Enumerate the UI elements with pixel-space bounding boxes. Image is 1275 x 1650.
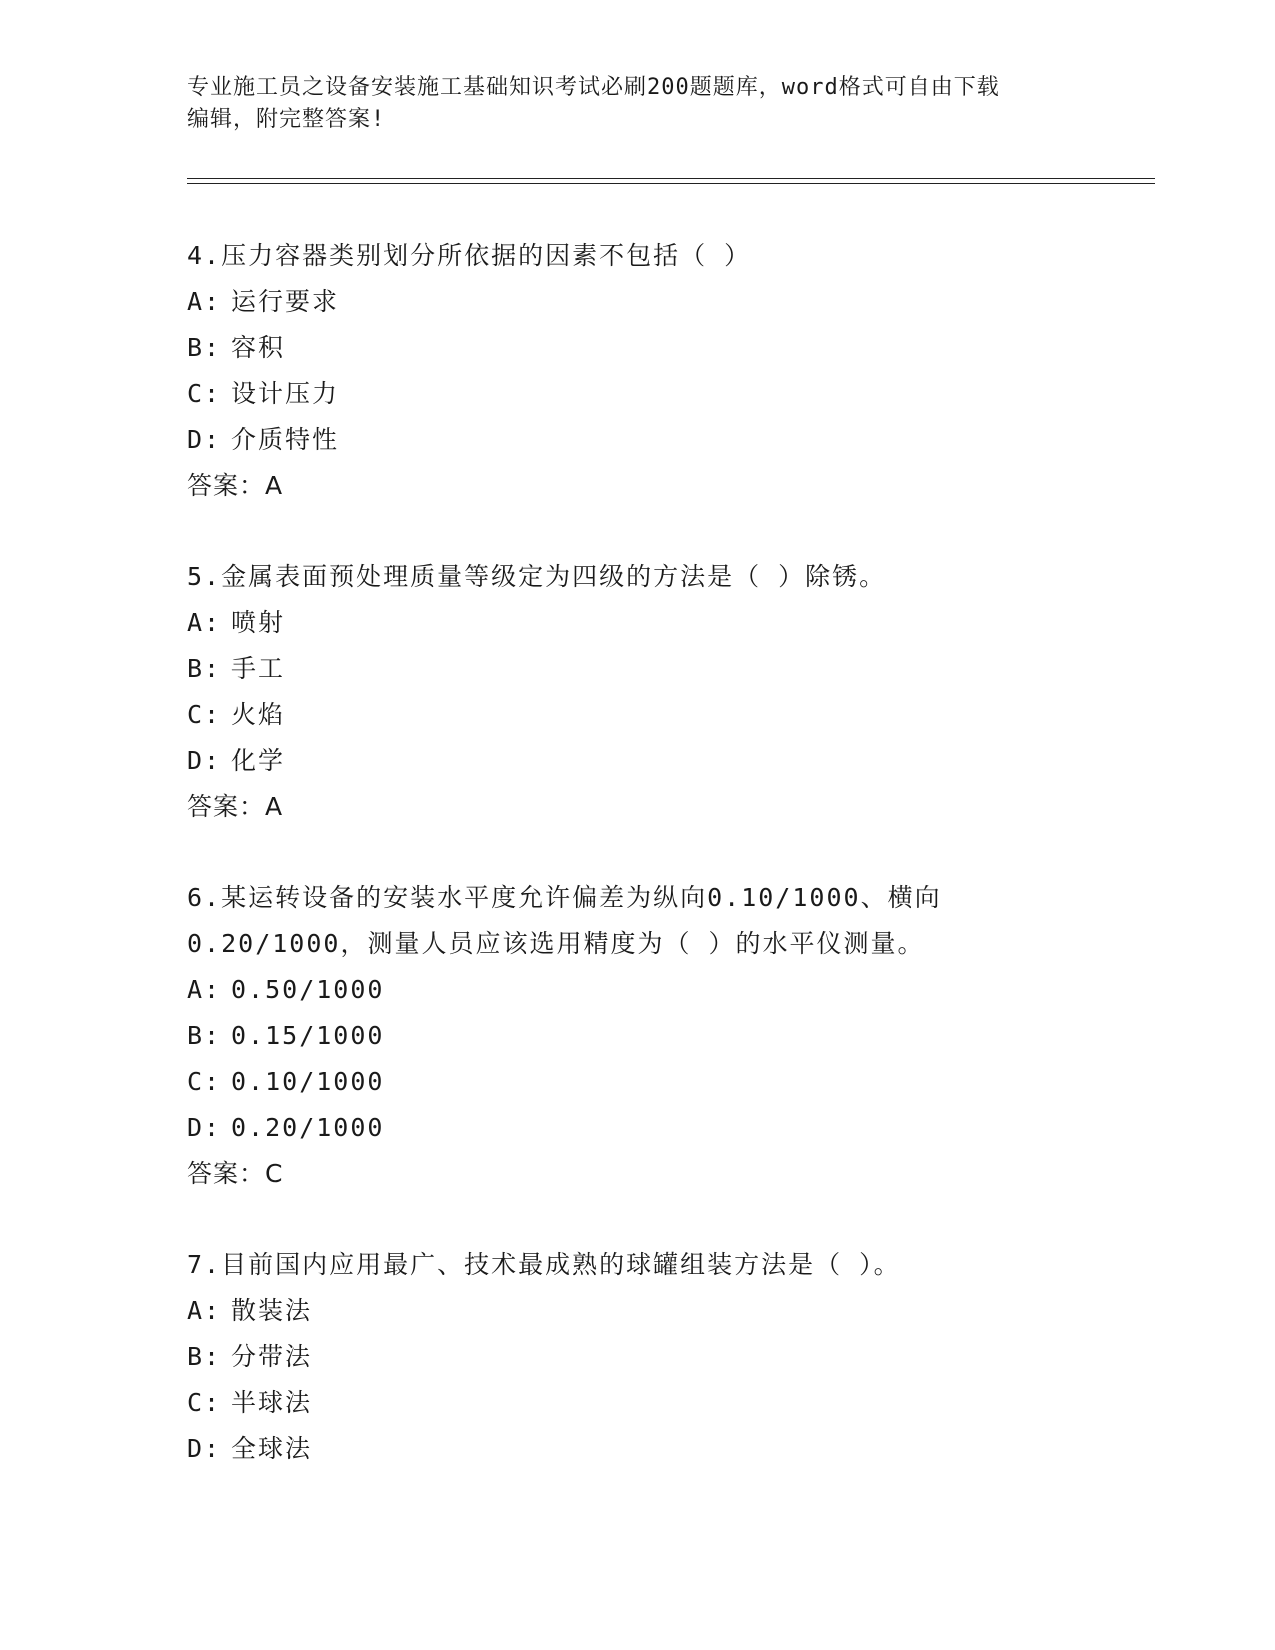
option-d xyxy=(187,1105,1147,1151)
option-text: 0.10/1000 xyxy=(231,1067,385,1096)
option-letter: C: xyxy=(187,1067,222,1096)
option-text: 全球法 xyxy=(231,1434,313,1463)
question-7 xyxy=(187,1242,1147,1472)
option-text: 容积 xyxy=(231,333,286,362)
answer-line: 答案：C xyxy=(187,1159,284,1188)
option-b xyxy=(187,1334,1147,1380)
option-text: 半球法 xyxy=(231,1388,313,1417)
option-text: 0.15/1000 xyxy=(231,1021,385,1050)
question-stem: 5.金属表面预处理质量等级定为四级的方法是（ ）除锈。 xyxy=(187,562,887,591)
answer-line: 答案：A xyxy=(187,792,284,821)
option-letter: B: xyxy=(187,1021,222,1050)
option-d xyxy=(187,738,1147,784)
option-letter: A: xyxy=(187,975,222,1004)
header-divider-top xyxy=(187,178,1155,179)
option-c xyxy=(187,1059,1147,1105)
option-text: 火焰 xyxy=(231,700,286,729)
option-letter: B: xyxy=(187,333,222,362)
header-line-1: 专业施工员之设备安装施工基础知识考试必刷200题题库，word格式可自由下载 xyxy=(187,75,1000,100)
document-header xyxy=(187,72,1087,136)
question-stem-line-2: 0.20/1000，测量人员应该选用精度为（ ）的水平仪测量。 xyxy=(187,929,925,958)
option-letter: D: xyxy=(187,746,222,775)
option-text: 0.20/1000 xyxy=(231,1113,385,1142)
option-letter: D: xyxy=(187,425,222,454)
option-a xyxy=(187,1288,1147,1334)
option-letter: B: xyxy=(187,1342,222,1371)
answer-line: 答案：A xyxy=(187,471,284,500)
option-letter: C: xyxy=(187,379,222,408)
question-stem-line-1: 6.某运转设备的安装水平度允许偏差为纵向0.10/1000、横向 xyxy=(187,883,942,912)
option-text: 介质特性 xyxy=(231,425,340,454)
option-letter: A: xyxy=(187,608,222,637)
option-text: 散装法 xyxy=(231,1296,313,1325)
option-letter: A: xyxy=(187,287,222,316)
option-c xyxy=(187,692,1147,738)
option-letter: A: xyxy=(187,1296,222,1325)
option-letter: B: xyxy=(187,654,222,683)
header-line-2: 编辑，附完整答案! xyxy=(187,107,386,132)
option-text: 设计压力 xyxy=(231,379,340,408)
option-a xyxy=(187,967,1147,1013)
header-divider-bottom xyxy=(187,183,1155,184)
option-text: 0.50/1000 xyxy=(231,975,385,1004)
question-6 xyxy=(187,875,1147,1197)
option-a xyxy=(187,600,1147,646)
option-text: 分带法 xyxy=(231,1342,313,1371)
option-c xyxy=(187,371,1147,417)
option-text: 喷射 xyxy=(231,608,286,637)
option-letter: C: xyxy=(187,700,222,729)
question-stem: 7.目前国内应用最广、技术最成熟的球罐组装方法是（ ）。 xyxy=(187,1250,901,1279)
option-b xyxy=(187,646,1147,692)
question-4 xyxy=(187,233,1147,509)
option-letter: C: xyxy=(187,1388,222,1417)
question-5 xyxy=(187,554,1147,830)
option-d xyxy=(187,417,1147,463)
option-letter: D: xyxy=(187,1113,222,1142)
question-stem: 4.压力容器类别划分所依据的因素不包括（ ） xyxy=(187,241,752,270)
option-letter: D: xyxy=(187,1434,222,1463)
option-b xyxy=(187,1013,1147,1059)
option-a xyxy=(187,279,1147,325)
option-c xyxy=(187,1380,1147,1426)
option-d xyxy=(187,1426,1147,1472)
option-text: 运行要求 xyxy=(231,287,340,316)
option-text: 手工 xyxy=(231,654,286,683)
option-text: 化学 xyxy=(231,746,286,775)
option-b xyxy=(187,325,1147,371)
